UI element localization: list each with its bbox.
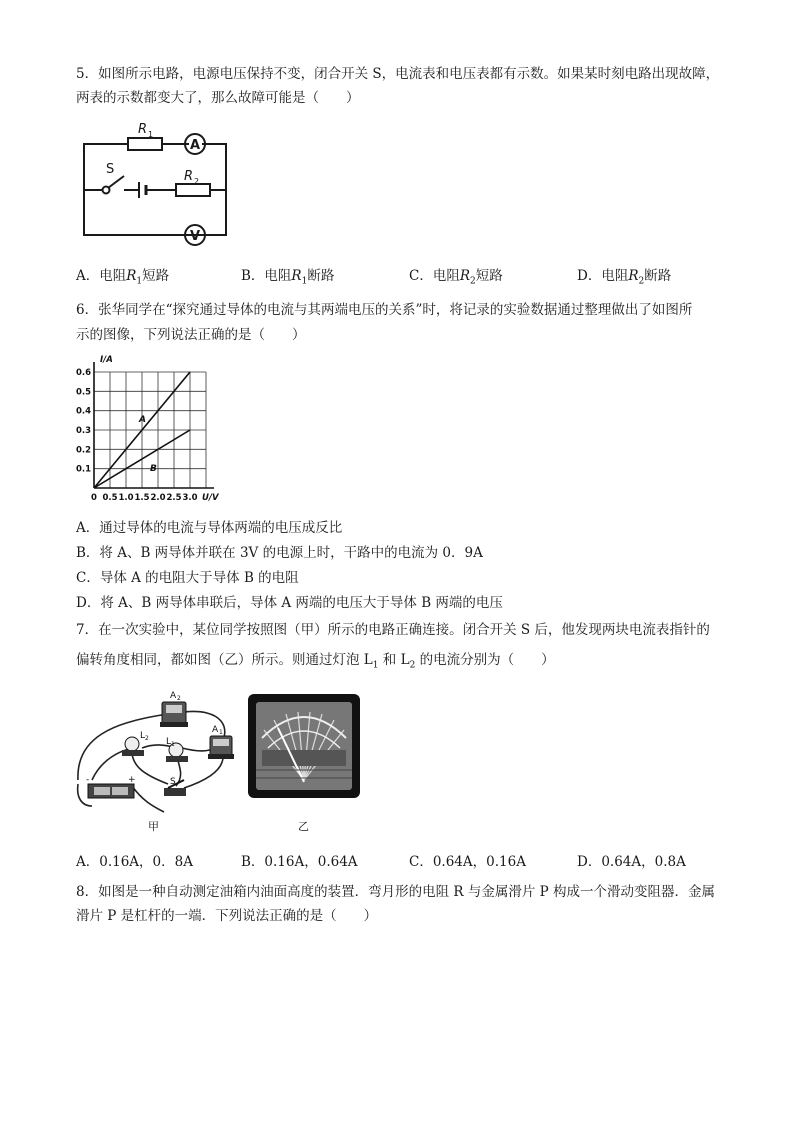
q7-option-a[interactable]: A．0.16A，0．8A (76, 854, 193, 870)
ammeter-label: A (190, 138, 201, 153)
r1-sub: 1 (148, 130, 154, 139)
q6-text-line2: 示的图像，下列说法正确的是（ ） (76, 327, 306, 343)
x-tick-label: 2.0 (150, 493, 166, 503)
r2-sub: 2 (194, 177, 200, 186)
q5-text-line2: 两表的示数都变大了，那么故障可能是（ ） (76, 90, 360, 106)
q7-text-line1: 7．在一次实验中，某位同学按照图（甲）所示的电路正确连接。闭合开关 S 后，他发现两块电流表指针的 (76, 622, 710, 638)
q5-option-d[interactable]: D．电阻$R_2$断路 (577, 268, 672, 287)
q6-text-line1: 6．张华同学在“探究通过导体的电流与其两端电压的关系”时，将记录的实验数据通过整理做出了如图所 (76, 302, 693, 318)
series-label-B: B (150, 464, 157, 474)
ammeter-a2 (160, 702, 188, 727)
q7-option-c[interactable]: C．0.64A，0.16A (409, 854, 526, 870)
svg-text:1: 1 (171, 741, 175, 748)
q8-text-line1: 8．如图是一种自动测定油箱内油面高度的装置．弯月形的电阻 R 与金属滑片 P 构成一个滑动变阻器．金属 (76, 884, 716, 900)
y-tick-label: 0.3 (75, 426, 91, 436)
x-tick-label: 0 (91, 493, 97, 503)
q5-text-line1: 5．如图所示电路，电源电压保持不变，闭合开关 S，电流表和电压表都有示数。如果某时刻电路出现故障， (76, 66, 720, 82)
caption-jia: 甲 (148, 820, 159, 833)
svg-text:A: A (212, 725, 219, 735)
q7-ammeter-dial-yi (244, 690, 364, 836)
q7-option-d[interactable]: D．0.64A，0.8A (577, 854, 686, 870)
q7-text-line2: 偏转角度相同，都如图（乙）所示。则通过灯泡 $L_1$ 和 $L_2$ 的电流分别为（ ） (76, 652, 555, 671)
svg-text:+: + (128, 775, 136, 785)
q7-option-b[interactable]: B．0.16A，0.64A (241, 854, 358, 870)
y-tick-label: 0.6 (75, 368, 91, 378)
y-tick-label: 0.2 (75, 445, 91, 456)
ammeter-a1 (208, 736, 234, 759)
y-tick-label: 0.1 (75, 464, 91, 475)
r1-label: R (138, 122, 148, 137)
svg-text:-: - (86, 775, 90, 785)
q6-option-a[interactable]: A．通过导体的电流与导体两端的电压成反比 (76, 520, 343, 536)
y-tick-label: 0.4 (75, 406, 91, 417)
q8-text-line2: 滑片 P 是杠杆的一端．下列说法正确的是（ ） (76, 908, 378, 924)
q6-option-b[interactable]: B．将 A、B 两导体并联在 3V 的电源上时，干路中的电流为 0．9A (76, 545, 483, 561)
q5-option-b[interactable]: B．电阻$R_1$断路 (241, 268, 335, 287)
q5-circuit-diagram (76, 118, 236, 246)
q7-circuit-photo-jia (72, 688, 252, 834)
q5-option-c[interactable]: C．电阻$R_2$短路 (409, 268, 503, 287)
y-axis-label: I/A (100, 355, 113, 365)
q6-option-c[interactable]: C．导体 A 的电阻大于导体 B 的电阻 (76, 570, 299, 586)
switch-label: S (106, 162, 115, 177)
x-tick-label: 0.5 (102, 493, 118, 503)
svg-text:L: L (166, 737, 172, 747)
q6-option-d[interactable]: D．将 A、B 两导体串联后，导体 A 两端的电压大于导体 B 两端的电压 (76, 595, 503, 611)
caption-yi: 乙 (298, 820, 309, 833)
x-tick-label: 3.0 (182, 493, 198, 503)
svg-text:L: L (140, 731, 146, 741)
x-axis-label: U/V (202, 493, 219, 503)
svg-text:S: S (170, 777, 176, 787)
x-tick-label: 2.5 (166, 493, 182, 503)
svg-text:2: 2 (145, 735, 149, 742)
x-tick-label: 1.0 (118, 493, 134, 503)
q5-option-a[interactable]: A．电阻$R_1$短路 (76, 268, 170, 287)
y-tick-label: 0.5 (75, 387, 91, 398)
series-label-A: A (139, 415, 146, 425)
battery-holder (88, 784, 134, 798)
x-tick-label: 1.5 (134, 493, 150, 503)
iu-chart (76, 352, 236, 502)
svg-text:1: 1 (219, 729, 223, 736)
voltmeter-label: V (190, 229, 201, 244)
svg-text:A: A (170, 691, 177, 701)
svg-text:2: 2 (177, 695, 181, 702)
r2-label: R (184, 169, 194, 184)
